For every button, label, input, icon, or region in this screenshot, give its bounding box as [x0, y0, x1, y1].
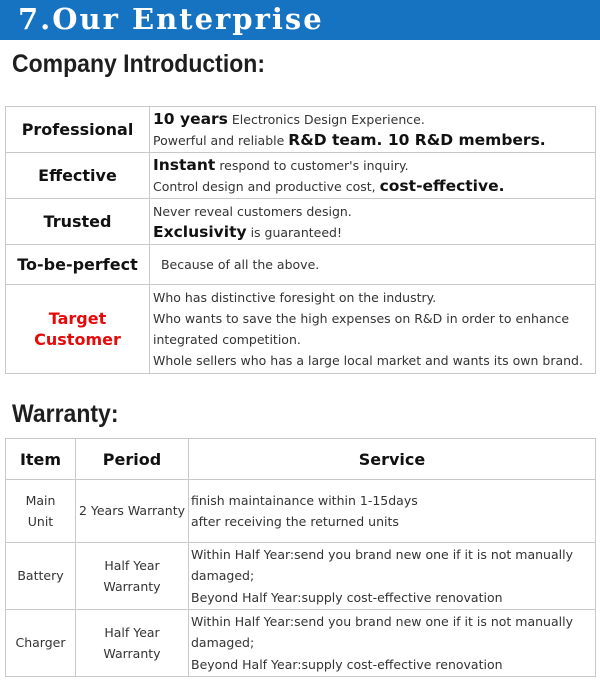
warranty-period: Half Year Warranty: [76, 543, 189, 610]
warranty-service: Within Half Year:send you brand new one if it is not manually damaged; Beyond Half Year:supply cost-effective renovation: [189, 610, 596, 677]
intro-desc: Who has distinctive foresight on the industry. Who wants to save the high expenses on R&D in order to enhance integrated competition. Whole sellers who has a large local market and wants its own brand.: [150, 285, 596, 374]
intro-label: Trusted: [6, 199, 150, 245]
warranty-period: Half Year Warranty: [76, 610, 189, 677]
banner-title: 7.Our Enterprise: [18, 2, 324, 36]
enterprise-banner: [0, 0, 600, 40]
company-intro-title: Company Introduction:: [12, 50, 265, 78]
intro-desc: 10 years Electronics Design Experience. Powerful and reliable R&D team. 10 R&D members.: [150, 107, 596, 153]
warranty-title: Warranty:: [12, 400, 119, 428]
intro-row-to-be-perfect: [6, 245, 596, 285]
intro-desc: Never reveal customers design. Exclusivity is guaranteed!: [150, 199, 596, 245]
intro-desc: Because of all the above.: [150, 245, 596, 285]
intro-label: Effective: [6, 153, 150, 199]
warranty-item: Charger: [6, 610, 76, 677]
header-item: Item: [6, 439, 76, 480]
intro-row-professional: [6, 107, 596, 153]
warranty-row-main-unit: [6, 480, 596, 543]
intro-label: Professional: [6, 107, 150, 153]
warranty-service: Within Half Year:send you brand new one if it is not manually damaged; Beyond Half Year:supply cost-effective renovation: [189, 543, 596, 610]
header-period: Period: [76, 439, 189, 480]
intro-row-trusted: [6, 199, 596, 245]
header-service: Service: [189, 439, 596, 480]
intro-row-target-customer: [6, 285, 596, 374]
warranty-item: Main Unit: [6, 480, 76, 543]
intro-label: To-be-perfect: [6, 245, 150, 285]
warranty-table: [5, 438, 596, 677]
intro-label-target: Target Customer: [6, 285, 150, 374]
intro-desc: Instant respond to customer's inquiry. Control design and productive cost, cost-effective.: [150, 153, 596, 199]
warranty-service: finish maintainance within 1-15days after receiving the returned units: [189, 480, 596, 543]
warranty-row-charger: [6, 610, 596, 677]
company-intro-table: [5, 106, 596, 374]
warranty-row-battery: [6, 543, 596, 610]
warranty-item: Battery: [6, 543, 76, 610]
intro-row-effective: [6, 153, 596, 199]
warranty-period: 2 Years Warranty: [76, 480, 189, 543]
warranty-header-row: [6, 439, 596, 480]
